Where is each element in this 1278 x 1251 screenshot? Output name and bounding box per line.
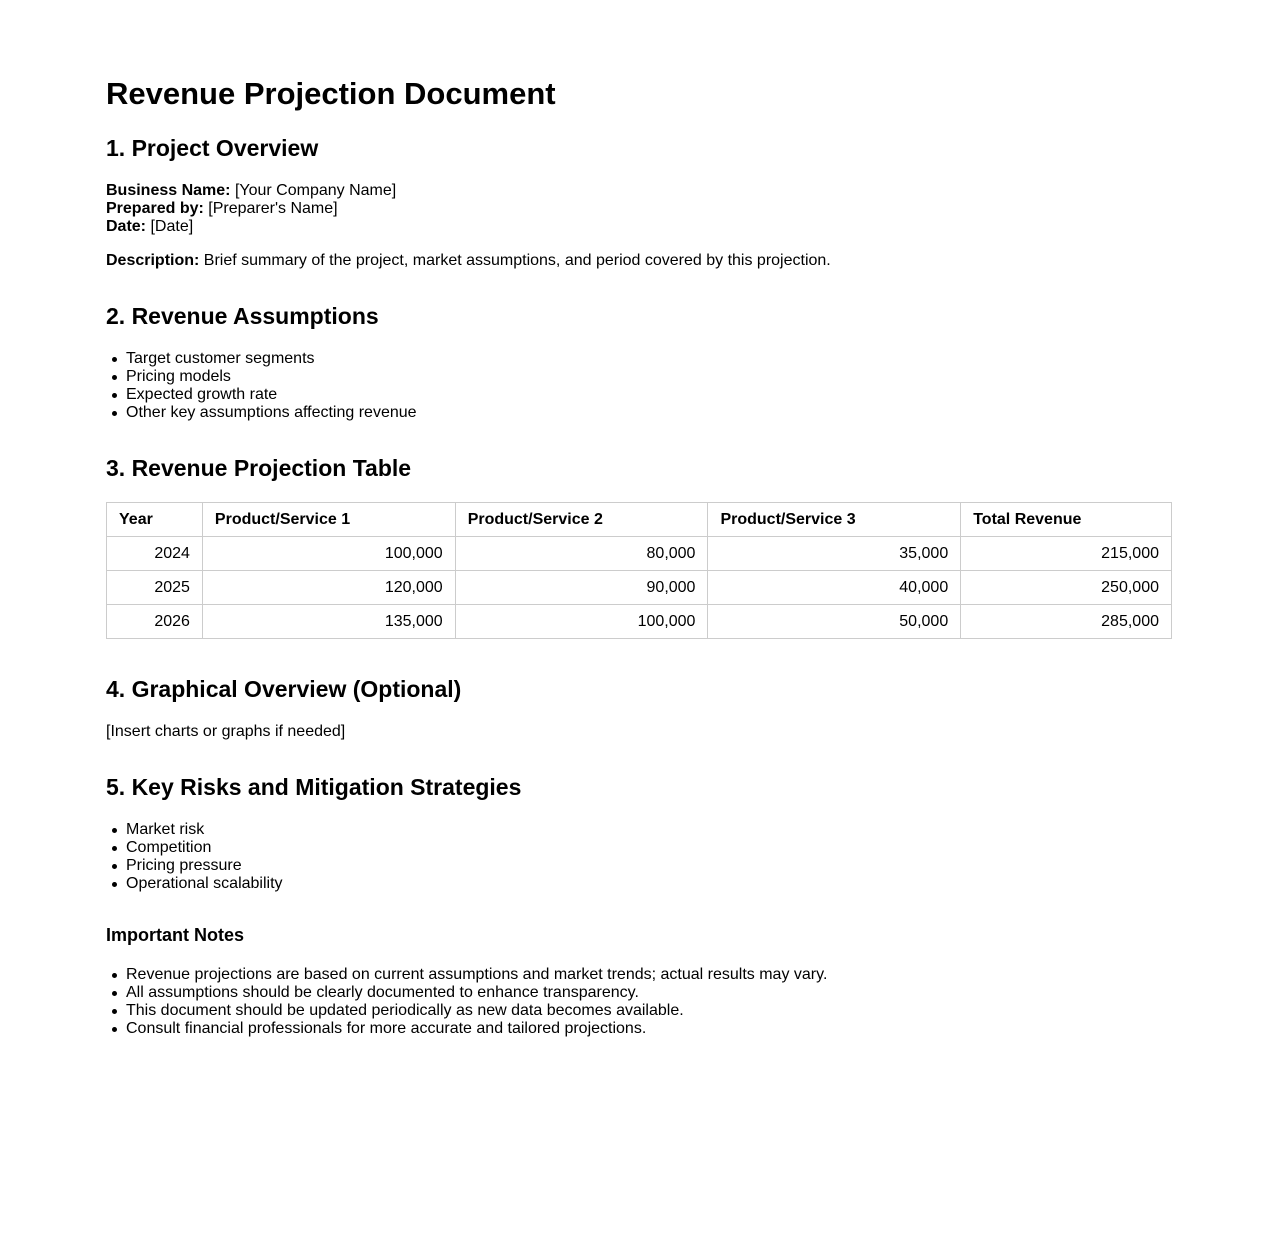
chart-placeholder-text: [Insert charts or graphs if needed] xyxy=(106,723,346,740)
list-item: Revenue projections are based on current assumptions and market trends; actual results may vary. xyxy=(106,966,827,984)
bullet-icon xyxy=(112,864,117,869)
table-cell: 90,000 xyxy=(455,571,708,605)
bullet-icon xyxy=(112,393,117,398)
date-label: Date: xyxy=(106,218,147,235)
bullet-icon xyxy=(112,846,117,851)
column-header-product-1: Product/Service 1 xyxy=(202,503,455,537)
date-value: [Date] xyxy=(150,218,194,235)
table-cell: 135,000 xyxy=(202,605,455,639)
table-cell: 80,000 xyxy=(455,537,708,571)
document-title: Revenue Projection Document xyxy=(106,76,556,111)
table-row xyxy=(107,537,1172,571)
column-header-product-2: Product/Service 2 xyxy=(455,503,708,537)
column-header-year: Year xyxy=(107,503,203,537)
list-item: Expected growth rate xyxy=(106,386,417,404)
list-item: Pricing pressure xyxy=(106,857,283,875)
bullet-icon xyxy=(112,973,117,978)
table-cell: 285,000 xyxy=(961,605,1172,639)
business-name-line xyxy=(106,182,396,200)
table-cell: 2024 xyxy=(107,537,203,571)
revenue-projection-table xyxy=(106,502,1172,639)
section-heading-project-overview: 1. Project Overview xyxy=(106,135,319,161)
prepared-by-value: [Preparer's Name] xyxy=(208,200,338,217)
table-cell: 40,000 xyxy=(708,571,961,605)
column-header-product-3: Product/Service 3 xyxy=(708,503,961,537)
bullet-icon xyxy=(112,882,117,887)
description-value: Brief summary of the project, market assumptions, and period covered by this projection. xyxy=(203,252,831,269)
description-label: Description: xyxy=(106,252,200,269)
list-item: Competition xyxy=(106,839,283,857)
list-item: Consult financial professionals for more accurate and tailored projections. xyxy=(106,1020,827,1038)
bullet-icon xyxy=(112,411,117,416)
table-header-row xyxy=(107,503,1172,537)
table-row xyxy=(107,605,1172,639)
table-row xyxy=(107,571,1172,605)
table-cell: 215,000 xyxy=(961,537,1172,571)
section-heading-key-risks: 5. Key Risks and Mitigation Strategies xyxy=(106,774,522,800)
table-cell: 100,000 xyxy=(202,537,455,571)
table-cell: 2026 xyxy=(107,605,203,639)
notes-list xyxy=(106,966,827,1038)
prepared-by-line xyxy=(106,200,396,218)
list-item: This document should be updated periodically as new data becomes available. xyxy=(106,1002,827,1020)
list-item: Target customer segments xyxy=(106,350,417,368)
bullet-icon xyxy=(112,357,117,362)
description-line xyxy=(106,252,831,270)
list-item: Market risk xyxy=(106,821,283,839)
section-heading-projection-table: 3. Revenue Projection Table xyxy=(106,455,412,481)
business-name-label: Business Name: xyxy=(106,182,231,199)
section-heading-revenue-assumptions: 2. Revenue Assumptions xyxy=(106,303,379,329)
table-cell: 100,000 xyxy=(455,605,708,639)
table-cell: 2025 xyxy=(107,571,203,605)
list-item: Pricing models xyxy=(106,368,417,386)
business-name-value: [Your Company Name] xyxy=(234,182,397,199)
bullet-icon xyxy=(112,375,117,380)
list-item: All assumptions should be clearly documented to enhance transparency. xyxy=(106,984,827,1002)
date-line xyxy=(106,218,396,236)
table-cell: 50,000 xyxy=(708,605,961,639)
table-cell: 120,000 xyxy=(202,571,455,605)
assumptions-list xyxy=(106,350,417,422)
list-item: Other key assumptions affecting revenue xyxy=(106,404,417,422)
column-header-total-revenue: Total Revenue xyxy=(961,503,1172,537)
list-item: Operational scalability xyxy=(106,875,283,893)
risks-list xyxy=(106,821,283,893)
prepared-by-label: Prepared by: xyxy=(106,200,204,217)
bullet-icon xyxy=(112,1027,117,1032)
project-meta xyxy=(106,182,396,236)
table-cell: 35,000 xyxy=(708,537,961,571)
bullet-icon xyxy=(112,828,117,833)
important-notes-heading: Important Notes xyxy=(106,925,245,945)
bullet-icon xyxy=(112,1009,117,1014)
table-cell: 250,000 xyxy=(961,571,1172,605)
bullet-icon xyxy=(112,991,117,996)
section-heading-graphical-overview: 4. Graphical Overview (Optional) xyxy=(106,676,462,702)
